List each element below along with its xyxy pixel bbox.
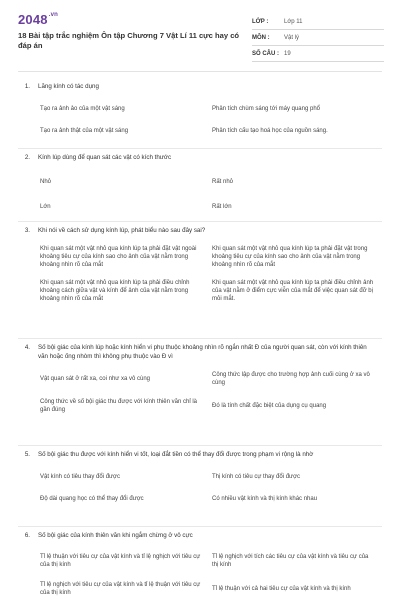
answer-option[interactable]: Khi quan sát một vật nhỏ qua kính lúp ta phải điều chỉnh ảnh của vật nằm ở điểm cực viễn của mắt để việc quan sát đỡ bị mỏi mắt. bbox=[212, 279, 374, 302]
question-header bbox=[0, 222, 400, 236]
logo-text: 2048 bbox=[18, 12, 48, 27]
option-grid bbox=[0, 105, 400, 135]
answer-option[interactable]: Khi quan sát một vật nhỏ qua kính lúp ta phải đặt vật trong khoảng tiêu cự của kính sao cho ảnh của vật nằm trong khoảng nhìn rõ của mắt bbox=[212, 245, 368, 268]
document-title: 18 Bài tập trắc nghiệm Ôn tập Chương 7 Vật Lí 11 cực hay có đáp án bbox=[18, 31, 240, 50]
answer-option[interactable]: Vật kính có tiêu thay đổi được bbox=[40, 473, 120, 480]
meta-key: SỐ CÂU : bbox=[252, 50, 279, 57]
meta-key: MÔN : bbox=[252, 34, 270, 41]
answer-option[interactable]: Rất lớn bbox=[212, 203, 232, 210]
question-header bbox=[0, 78, 400, 92]
question-header bbox=[0, 527, 400, 541]
question-number: 5. bbox=[24, 451, 30, 458]
question-header bbox=[0, 339, 400, 361]
answer-option[interactable]: Tỉ lệ thuận với cả hai tiêu cự của vật kính và thị kính bbox=[212, 585, 351, 592]
question-item bbox=[0, 78, 400, 148]
answer-option[interactable]: Đó là tính chất đặc biệt của dụng cụ quang bbox=[212, 403, 327, 409]
option-grid bbox=[0, 245, 400, 303]
question-text: Số bội giác của kính lúp hoặc kính hiển vi phụ thuộc khoảng nhìn rõ ngắn nhất Đ của người quan sát, còn với kính thiên văn hoặc ống nhòm thì không phụ thuộc vào Đ vì bbox=[38, 344, 367, 360]
meta-key: LỚP : bbox=[252, 18, 269, 25]
question-text: Kính lúp dùng để quan sát các vật có kích thước bbox=[38, 154, 172, 161]
question-item bbox=[0, 527, 400, 600]
logo-suffix: .vn bbox=[48, 12, 59, 18]
meta-value: Lớp 11 bbox=[284, 18, 303, 25]
answer-option[interactable]: Có nhiều vật kính và thị kính khác nhau bbox=[212, 495, 318, 502]
answer-option[interactable]: Phân tích cấu tạo hoá học của nguồn sáng. bbox=[212, 127, 328, 134]
answer-option[interactable]: Công thức lập được cho trường hợp ảnh cuối cùng ở xa vô cùng bbox=[212, 372, 370, 386]
option-grid bbox=[0, 178, 400, 211]
meta-value: 19 bbox=[284, 50, 291, 57]
question-header bbox=[0, 149, 400, 163]
answer-option[interactable]: Thị kính có tiêu cự thay đổi được bbox=[212, 473, 301, 480]
answer-option[interactable]: Độ dài quang học có thể thay đổi được bbox=[40, 495, 144, 502]
meta-row-class bbox=[252, 14, 384, 30]
answer-option[interactable]: Rất nhỏ bbox=[212, 178, 234, 185]
question-item bbox=[0, 339, 400, 445]
question-text: Số bội giác của kính thiên văn khi ngắm chừng ở vô cực bbox=[38, 532, 193, 539]
answer-option[interactable]: Tỉ lệ thuận với tiêu cự của vật kính và tỉ lệ nghịch với tiêu cự của thị kính bbox=[40, 553, 201, 568]
meta-row-subject bbox=[252, 30, 384, 46]
option-grid bbox=[0, 473, 400, 503]
question-number: 3. bbox=[24, 227, 30, 234]
meta-row-count bbox=[252, 46, 384, 62]
question-text: Lăng kính có tác dụng bbox=[38, 83, 99, 90]
answer-option[interactable]: Tỉ lệ nghịch với tích các tiêu cự của vật kính và tiêu cự của thị kính bbox=[212, 553, 369, 568]
document-header bbox=[0, 0, 400, 68]
question-item bbox=[0, 446, 400, 526]
answer-option[interactable]: Tạo ra ảnh ảo của một vật sáng bbox=[40, 105, 125, 112]
answer-option[interactable]: Khi quan sát một vật nhỏ qua kính lúp ta phải điều chỉnh khoảng cách giữa vật và kính để ảnh của vật nằm trong khoảng nhìn rõ của mắt bbox=[40, 279, 190, 302]
question-number: 4. bbox=[24, 344, 30, 351]
option-grid bbox=[0, 553, 400, 597]
meta-value: Vật lý bbox=[284, 34, 300, 41]
answer-option[interactable]: Phân tích chùm sáng tới máy quang phổ bbox=[212, 105, 320, 112]
question-item bbox=[0, 149, 400, 221]
answer-option[interactable]: Tỉ lệ nghịch với tiêu cự của vật kính và tỉ lệ thuận với tiêu cự của thị kính bbox=[40, 581, 201, 596]
meta-table bbox=[252, 14, 384, 62]
question-item bbox=[0, 222, 400, 338]
question-text: Số bội giác thu được với kính hiển vi tốt, loại đắt tiền có thể thay đổi được trong phạm vi rộng là nhờ bbox=[38, 451, 314, 458]
answer-option[interactable]: Nhỏ bbox=[40, 178, 52, 185]
question-text: Khi nói về cách sử dụng kính lúp, phát biểu nào sau đây sai? bbox=[38, 227, 206, 234]
site-logo[interactable] bbox=[18, 12, 58, 27]
option-grid bbox=[0, 371, 400, 414]
question-list bbox=[0, 78, 400, 600]
answer-option[interactable]: Vật quan sát ở rất xa, coi như xa vô cùng bbox=[40, 376, 151, 382]
question-number: 6. bbox=[24, 532, 30, 539]
question-number: 2. bbox=[24, 154, 30, 161]
header-divider bbox=[18, 71, 382, 72]
answer-option[interactable]: Khi quan sát một vật nhỏ qua kính lúp ta phải đặt vật ngoài khoảng tiêu cự của kính sao cho ảnh của vật nằm trong khoảng nhìn rõ của mắt bbox=[40, 245, 197, 268]
question-number: 1. bbox=[24, 83, 30, 90]
answer-option[interactable]: Tạo ra ảnh thật của một vật sáng bbox=[40, 127, 129, 134]
answer-option[interactable]: Công thức về số bội giác thu được với kính thiên văn chỉ là gần đúng bbox=[40, 399, 197, 413]
answer-option[interactable]: Lớn bbox=[40, 203, 51, 210]
question-header bbox=[0, 446, 400, 460]
